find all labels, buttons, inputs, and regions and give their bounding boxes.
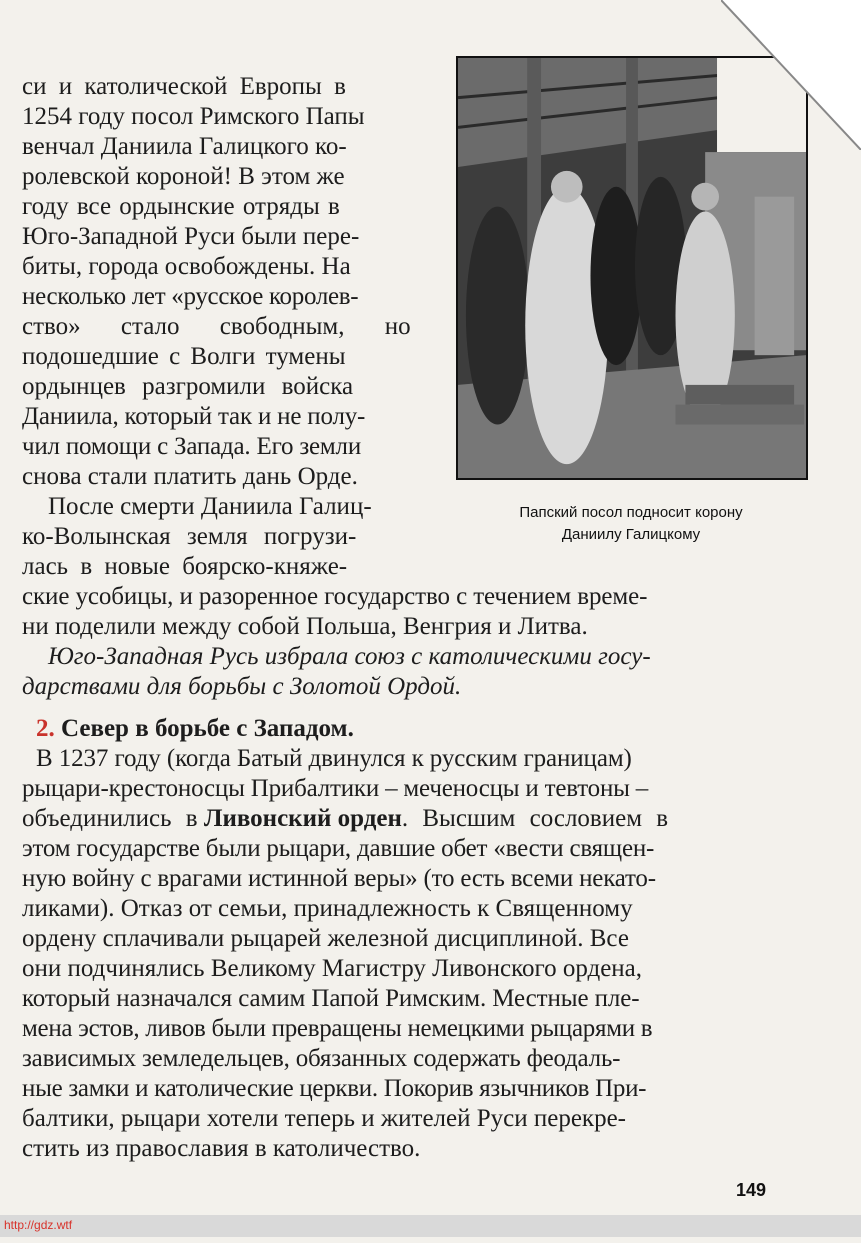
section-line: этом государстве были рыцари, давшие обет «вести священ- — [22, 835, 655, 862]
folded-corner — [721, 0, 861, 150]
section-line: ордену сплачивали рыцарей железной дисциплиной. Все — [22, 925, 629, 952]
text-line: венчал Даниила Галицкого ко- — [22, 133, 347, 160]
section-line-end: . Высшим сословием в — [401, 805, 669, 832]
section-line: стить из православия в католичество. — [22, 1135, 421, 1162]
section-line: балтики, рыцари хотели теперь и жителей Руси перекре- — [22, 1105, 627, 1132]
text-line: ко-Волынская земля погрузи- — [22, 523, 357, 550]
text-line: подошедшие с Волги тумены — [22, 343, 346, 370]
text-line: Юго-Западной Руси были пере- — [22, 223, 360, 250]
watermark-link[interactable]: http://gdz.wtf — [4, 1218, 73, 1232]
conclusion-line: Юго-Западная Русь избрала союз с католическими госу- — [48, 643, 651, 670]
section-title: Север в борьбе с Западом. — [61, 715, 354, 742]
section-line: ликами). Отказ от семьи, принадлежность к Священному — [22, 895, 633, 922]
section-heading — [36, 714, 354, 744]
section-line: который назначался самим Папой Римским. Местные пле- — [22, 985, 640, 1012]
section-line-start: объединились в — [22, 805, 198, 832]
text-line: снова стали платить дань Орде. — [22, 463, 358, 490]
text-line: си и католической Европы в — [22, 73, 346, 100]
text-line: биты, города освобождены. На — [22, 253, 351, 280]
watermark-bar — [0, 1215, 861, 1237]
conclusion-line: дарствами для борьбы с Золотой Ордой. — [22, 673, 462, 700]
caption-line: Даниилу Галицкому — [561, 526, 701, 543]
section-line: ные замки и католические церкви. Покорив язычников При- — [22, 1075, 647, 1102]
text-line: году все ордынские отряды в — [22, 193, 340, 220]
section-line: мена эстов, ливов были превращены немецкими рыцарями в — [22, 1015, 653, 1042]
section-line: ную войну с врагами истинной веры» (то есть всеми некато- — [22, 865, 656, 892]
text-line: ордынцев разгромили войска — [22, 373, 354, 400]
section-number: 2. — [36, 715, 55, 742]
text-line: Даниила, который так и не полу- — [22, 403, 366, 430]
section-line: зависимых земледельцев, обязанных содержать феодаль- — [22, 1045, 621, 1072]
text-line: чил помощи с Запада. Его земли — [22, 433, 362, 460]
text-line: После смерти Даниила Галиц- — [48, 493, 372, 520]
illustration-caption — [466, 502, 796, 546]
section-line — [22, 804, 668, 834]
term-livonian-order: Ливонский орден — [203, 805, 402, 832]
caption-line: Папский посол подносит корону — [519, 504, 743, 521]
text-line: ни поделили между собой Польша, Венгрия и Литва. — [22, 613, 588, 640]
page-number: 149 — [736, 1180, 767, 1200]
section-line: они подчинялись Великому Магистру Ливонского ордена, — [22, 955, 643, 982]
text-line: ские усобицы, и разоренное государство с течением време- — [22, 583, 648, 610]
text-line: лась в новые боярско-княже- — [22, 553, 348, 580]
section-line: В 1237 году (когда Батый двинулся к русским границам) — [36, 745, 632, 772]
text-line: ство» стало свободным, но — [22, 313, 411, 340]
text-line: несколько лет «русское королев- — [22, 283, 359, 310]
text-line: 1254 году посол Римского Папы — [22, 103, 365, 130]
section-line: рыцари-крестоносцы Прибалтики – меченосцы и тевтоны – — [22, 775, 649, 802]
text-line: ролевской короной! В этом же — [22, 163, 345, 190]
